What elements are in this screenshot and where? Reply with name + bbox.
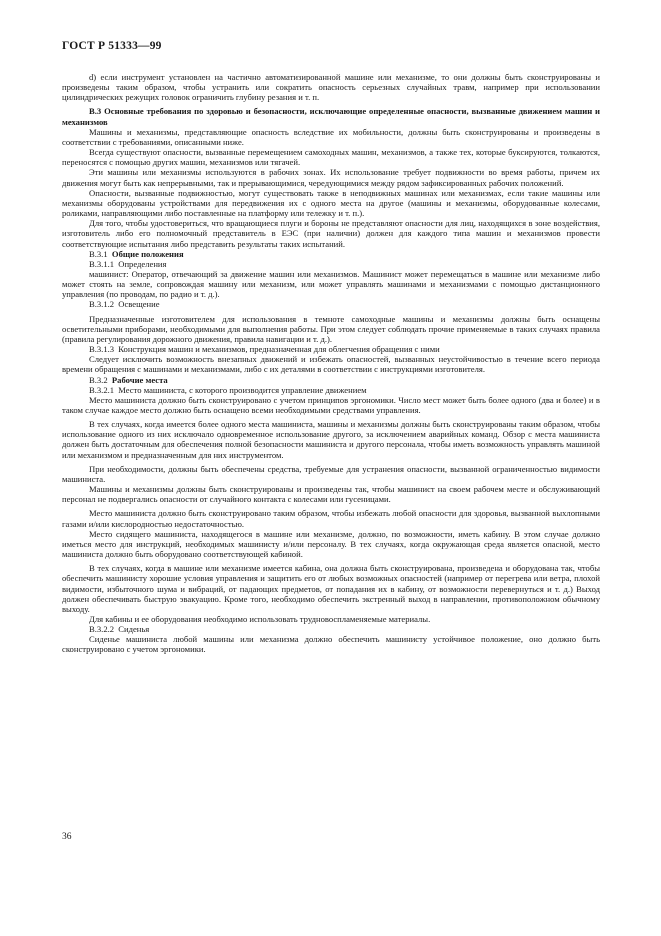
- subsection-heading: [62, 375, 600, 385]
- page-header-doc-code: ГОСТ Р 51333—99: [62, 40, 162, 52]
- paragraph: Машины и механизмы, представляющие опасность вследствие их мобильности, должны быть сконструированы и произведены в соответствии с требованиями, описанными ниже.: [62, 126, 600, 147]
- page-body: [62, 72, 600, 655]
- clause-title: Сиденья: [118, 624, 150, 635]
- subsection-title: Общие положения: [111, 248, 184, 259]
- paragraph: Всегда существуют опасности, вызванные перемещением самоходных машин, механизмов, а также тех, которые буксируются, толкаются, переносятся с помощью других машин, механизмов или тягачей.: [62, 147, 600, 168]
- subsection-title: Рабочие места: [111, 374, 168, 385]
- subsection-heading: [62, 249, 600, 259]
- subsection-number: В.3.2: [89, 374, 108, 385]
- paragraph: В тех случаях, когда имеется более одного места машиниста, машины и механизмы должны быть сконструированы таким образом, чтобы использование одного из них исключало одновременное использование другого, за исключением аварийных команд. Обзор с места машиниста должен быть достаточным для обеспечения полной безопасности машиниста и другого персонала, чтобы иметь возможность управлять машиной или механизмом и предназначенным для них инструментом.: [62, 419, 600, 460]
- paragraph: При необходимости, должны быть обеспечены средства, требуемые для устранения опасности, вызванной ограниченностью видимости машиниста.: [62, 463, 600, 484]
- clause-title: Конструкция машин и механизмов, предназначенная для облегчения обращения с ними: [118, 344, 440, 355]
- clause-heading: [62, 624, 600, 634]
- clause-heading: [62, 299, 600, 309]
- clause-number: В.3.1.3: [89, 344, 115, 355]
- clause-heading: [62, 259, 600, 269]
- subsection-number: В.3.1: [89, 248, 108, 259]
- clause-heading: [62, 344, 600, 354]
- paragraph: Для того, чтобы удостовериться, что вращающиеся плуги и бороны не представляют опасности для лиц, находящихся в зоне воздействия, изготовитель либо его полномочный представитель в ЕЭС (при наличии) должен для каждого типа машин и механизмов провести соответствующие испытания либо представить результаты таких испытаний.: [62, 218, 600, 249]
- paragraph: Эти машины или механизмы используются в рабочих зонах. Их использование требует подвижности во время работы, причем их движения могут быть как непрерывными, так и прерывающимися, чередующимися между рядом зафиксированных рабочих положений.: [62, 167, 600, 188]
- clause-title: Освещение: [118, 299, 160, 310]
- clause-number: В.3.1.1: [89, 258, 115, 269]
- clause-number: В.3.2.2: [89, 624, 115, 635]
- paragraph: d) если инструмент установлен на частично автоматизированной машине или механизме, то они должны быть сконструированы и произведены таким образом, чтобы устранить или сократить опасность серьезных случайных травм, например при использовании цилиндрических режущих головок ограничить глубину резания и т. п.: [62, 72, 600, 103]
- paragraph: машинист: Оператор, отвечающий за движение машин или механизмов. Машинист может перемещаться в машине или механизме либо может стоять на земле, сопровождая машину или механизм, или может управлять машинами и механизмами с помощью дистанционного управления (по проводам, по радио и т. д.).: [62, 268, 600, 300]
- section-heading: В.3 Основные требования по здоровью и безопасности, исключающие определенные опасности, вызванные движением машин и механизмов: [62, 106, 600, 127]
- paragraph: Опасности, вызванные подвижностью, могут существовать также в неподвижных машинах или механизмах, если такие машины или механизмы оборудованы устройствами для передвижения их с одного места на другое (машины и механизмы, оборудованные колесами, роликами, направляющими либо поставленные на платформу или тележку и т. п.).: [62, 187, 600, 219]
- clause-heading: [62, 385, 600, 395]
- paragraph: Для кабины и ее оборудования необходимо использовать трудновоспламеняемые материалы.: [89, 613, 431, 624]
- clause-title: Определения: [118, 258, 167, 269]
- clause-title: Место машиниста, с которого производится управление движением: [118, 384, 367, 395]
- paragraph: Место машиниста должно быть сконструировано таким образом, чтобы избежать любой опасности для здоровья, вызванной выхлопными газами и/или кислородностью недостаточностью.: [62, 508, 600, 529]
- paragraph: Сиденье машиниста любой машины или механизма должно обеспечить машинисту устойчивое положение, оно должно быть сконструировано с учетом эргономики.: [62, 634, 600, 655]
- paragraph: Место сидящего машиниста, находящегося в машине или механизме, должно, по возможности, иметь кабину. В этом случае должно иметься место для инструкций, необходимых машинисту и/или персоналу. В тех случаях, когда окружающая среда является опасной, место машиниста должно быть оборудовано соответствующей кабиной.: [62, 528, 600, 560]
- page-number: 36: [62, 832, 72, 842]
- paragraph: Предназначенные изготовителем для использования в темноте самоходные машины и механизмы должны быть оснащены осветительными приборами, необходимыми для выполнения работы. При этом следует соблюдать прочие применяемые в таких случаях правила (правила регулирования дорожного движения, правила навигации и т. д.).: [62, 313, 600, 344]
- paragraph: Следует исключить возможность внезапных движений и избежать опасностей, вызванных неустойчивостью в течение всего периода времени обращения с машинами и механизмами, либо с их деталями в соответствии с инструкциями изготовителя.: [62, 354, 600, 375]
- paragraph: Машины и механизмы должны быть сконструированы и произведены так, чтобы машинист на своем рабочем месте и обслуживающий персонал не подвергались опасности от случайного контакта с колесами или гусеницами.: [62, 484, 600, 505]
- paragraph: В тех случаях, когда в машине или механизме имеется кабина, она должна быть сконструирована, произведена и оборудована так, чтобы обеспечить машинисту хорошие условия управления и защитить его от любых возможных опасностей (например от перегрева или ветра, плохой видимости, избыточного шума и вибраций, от падающих предметов, от попадания их в кабину, от возможности перевернуться и т. д.) Выход должен обеспечивать быструю эвакуацию. Кроме того, необходимо обеспечить экстренный выход в направлении, противоположном обычному выходу.: [62, 563, 600, 614]
- paragraph: Место машиниста должно быть сконструировано с учетом принципов эргономики. Число мест может быть более одного (два и более) и в таком случае каждое место должно быть оснащено всеми необходимыми средствами управления.: [62, 394, 600, 415]
- clause-number: В.3.1.2: [89, 299, 115, 310]
- clause-number: В.3.2.1: [89, 384, 115, 395]
